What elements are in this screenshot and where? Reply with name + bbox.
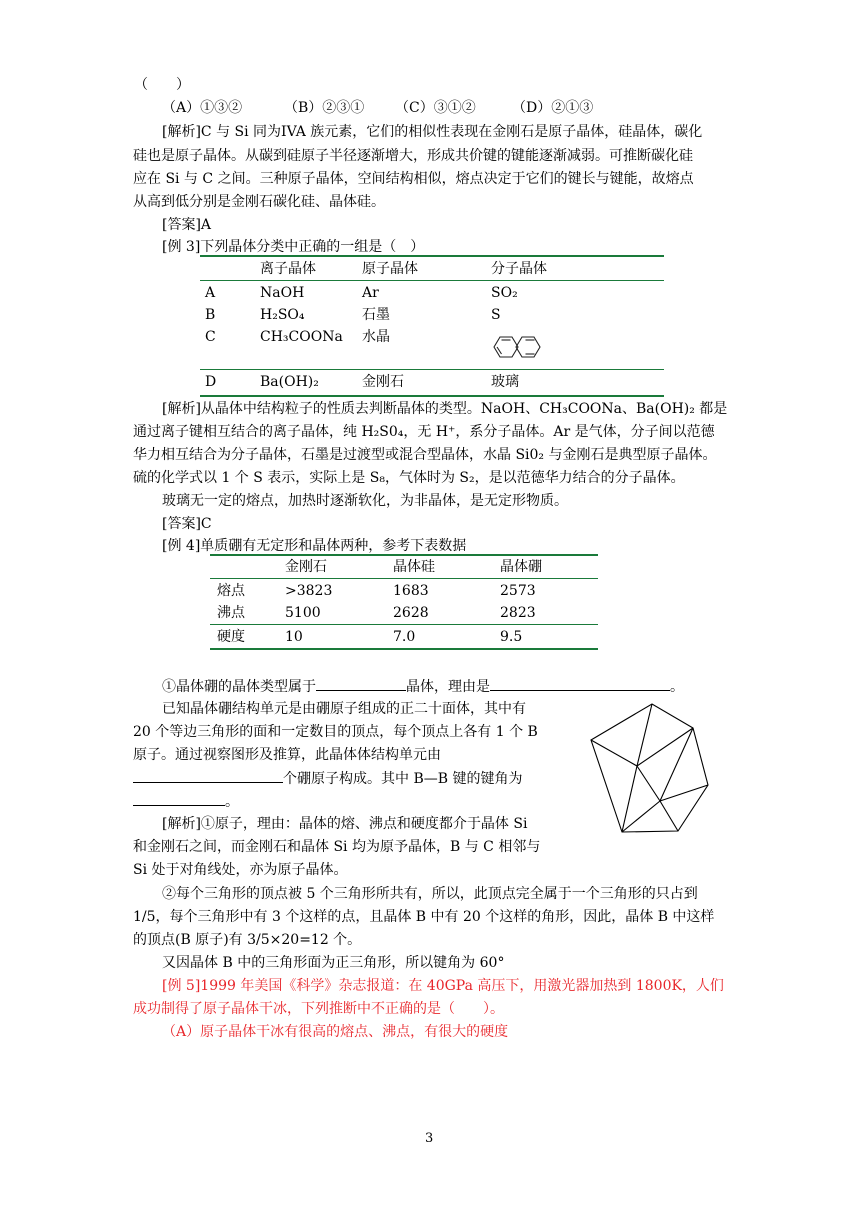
option-d: （D）②①③ bbox=[512, 100, 594, 116]
ex3-header-ionic: 离子晶体 bbox=[260, 261, 316, 277]
ex4-q2-line: 已知晶体硼结构单元是由硼原子组成的正二十面体，其中有 bbox=[162, 701, 526, 717]
ex4-q2-text: 个硼原子构成。其中 B—B 键的键角为 bbox=[283, 771, 523, 787]
ex3-header-atomic: 原子晶体 bbox=[362, 261, 418, 277]
ex3-cell-atomic: 水晶 bbox=[362, 329, 390, 345]
ex5-option-a: （A）原子晶体干冰有很高的熔点、沸点，有很大的硬度 bbox=[162, 1024, 509, 1040]
ex4-cell: 5100 bbox=[285, 605, 321, 621]
ex2-analysis-line: 应在 Si 与 C 之间。三种原子晶体，空间结构相似，熔点决定于它们的键长与键能，故熔点 bbox=[133, 171, 694, 187]
ex4-cell: 2573 bbox=[500, 583, 536, 599]
ex4-table-mid-rule bbox=[210, 624, 598, 625]
ex4-analysis-line: [解析]①原子，理由：晶体的熔、沸点和硬度都介于晶体 Si bbox=[162, 816, 528, 832]
ex3-row-label: B bbox=[205, 307, 216, 323]
answer-paren: （ ） bbox=[134, 77, 190, 93]
ex4-q1-blank-type[interactable] bbox=[316, 676, 406, 691]
ex4-q2-line bbox=[133, 791, 239, 812]
ex4-q1-blank-reason[interactable] bbox=[490, 676, 670, 691]
ex3-analysis-line: 玻璃无一定的熔点，加热时逐渐软化，为非晶体，是无定形物质。 bbox=[162, 493, 568, 509]
ex3-cell-atomic: 石墨 bbox=[362, 307, 390, 323]
ex3-table-mid-rule bbox=[200, 369, 664, 370]
ex4-analysis-line: 的顶点(B 原子)有 3/5×20=12 个。 bbox=[133, 932, 362, 948]
ex3-question: [例 3]下列晶体分类中正确的一组是（ ） bbox=[162, 239, 425, 255]
ex3-cell-ionic: H₂SO₄ bbox=[260, 307, 305, 323]
ex3-header-molecular: 分子晶体 bbox=[491, 261, 547, 277]
ex4-cell: 2823 bbox=[500, 605, 536, 621]
ex4-cell: 9.5 bbox=[500, 629, 523, 645]
ex2-answer: [答案]A bbox=[162, 217, 212, 233]
ex4-analysis-line: ②每个三角形的顶点被 5 个三角形所共有，所以，此顶点完全属于一个三角形的只占到 bbox=[162, 886, 698, 902]
ex4-question: [例 4]单质硼有无定形和晶体两种，参考下表数据 bbox=[162, 538, 467, 554]
ex3-analysis-line: 通过离子键相互结合的离子晶体，纯 H₂S0₄，无 H⁺，系分子晶体。Ar 是气体，分子间以范德 bbox=[133, 424, 715, 440]
ex4-row-label: 熔点 bbox=[217, 583, 245, 599]
ex3-table-header-rule bbox=[200, 280, 664, 281]
ex4-q2-blank-count[interactable] bbox=[133, 768, 283, 783]
ex4-q2-line: 原子。通过视察图形及推算，此晶体体结构单元由 bbox=[133, 747, 441, 763]
ex4-q1-text: 晶体，理由是 bbox=[406, 679, 490, 695]
ex4-q2-text: 。 bbox=[225, 794, 239, 810]
ex3-cell-molecular: 玻璃 bbox=[491, 374, 519, 390]
ex4-cell: >3823 bbox=[285, 583, 333, 599]
ex3-cell-ionic: NaOH bbox=[260, 285, 305, 301]
ex4-row-label: 硬度 bbox=[217, 629, 245, 645]
ex4-q1 bbox=[162, 676, 684, 697]
option-b: （B）②③① bbox=[284, 100, 365, 116]
ex4-cell: 2628 bbox=[393, 605, 429, 621]
ex3-answer: [答案]C bbox=[162, 516, 212, 532]
ex3-analysis-line: [解析]从晶体中结构粒子的性质去判断晶体的类型。NaOH、CH₃COONa、Ba(OH)₂ 都是 bbox=[162, 401, 728, 417]
ex3-row-label: D bbox=[205, 374, 217, 390]
ex3-analysis-line: 华力相互结合为分子晶体，石墨是过渡型或混合型晶体，水晶 Si0₂ 与金刚石是典型原子晶体。 bbox=[133, 447, 717, 463]
option-a: （A）①③② bbox=[162, 100, 243, 116]
ex4-header: 金刚石 bbox=[285, 559, 327, 575]
ex2-analysis-line: [解析]C 与 Si 同为IVA 族元素，它们的相似性表现在金刚石是原子晶体，硅晶体，碳化 bbox=[162, 124, 703, 140]
option-c: （C）③①② bbox=[395, 100, 476, 116]
ex4-analysis-line: 1/5，每个三角形中有 3 个这样的点，且晶体 B 中有 20 个这样的角形，因此，晶体 B 中这样 bbox=[133, 909, 715, 925]
ex3-row-label: C bbox=[205, 329, 216, 345]
ex3-cell-atomic: Ar bbox=[362, 285, 379, 301]
ex4-q2-line bbox=[133, 768, 522, 789]
page-number: 3 bbox=[425, 1131, 434, 1146]
ex4-table-bottom-rule bbox=[210, 648, 598, 650]
ex3-cell-molecular: SO₂ bbox=[491, 285, 518, 301]
ex4-q2-line: 20 个等边三角形的面和一定数目的顶点，每个顶点上各有 1 个 B bbox=[133, 724, 538, 740]
icosahedron-figure bbox=[588, 700, 718, 840]
ex4-analysis-line: 又因晶体 B 中的三角形面为正三角形，所以键角为 60° bbox=[162, 955, 505, 971]
ex4-q1-text: ①晶体硼的晶体类型属于 bbox=[162, 679, 316, 695]
ex3-cell-atomic: 金刚石 bbox=[362, 374, 404, 390]
ex3-cell-ionic: Ba(OH)₂ bbox=[260, 374, 319, 390]
ex2-analysis-line: 从高到低分别是金刚石碳化硅、晶体硅。 bbox=[133, 194, 385, 210]
naphthalene-structure-icon bbox=[490, 332, 542, 362]
ex4-analysis-line: 和金刚石之间，而金刚石和晶体 Si 均为原予晶体，B 与 C 相邻与 bbox=[133, 839, 541, 855]
ex3-cell-molecular: S bbox=[491, 307, 501, 323]
ex4-header: 晶体硅 bbox=[393, 559, 435, 575]
ex4-cell: 1683 bbox=[393, 583, 429, 599]
ex4-table-header-rule bbox=[210, 578, 598, 579]
ex5-line: [例 5]1999 年美国《科学》杂志报道：在 40GPa 高压下，用激光器加热到 1800K，人们 bbox=[162, 978, 724, 994]
ex4-q1-text: 。 bbox=[670, 679, 684, 695]
ex4-analysis-line: Si 处于对角线处，亦为原子晶体。 bbox=[133, 862, 348, 878]
ex3-cell-ionic: CH₃COONa bbox=[260, 329, 343, 345]
ex4-header: 晶体硼 bbox=[500, 559, 542, 575]
ex4-q2-blank-angle[interactable] bbox=[133, 791, 225, 806]
ex4-row-label: 沸点 bbox=[217, 605, 245, 621]
ex3-row-label: A bbox=[205, 285, 216, 301]
ex4-table-top-rule bbox=[210, 554, 598, 556]
ex3-table-top-rule bbox=[200, 255, 664, 257]
ex4-cell: 10 bbox=[285, 629, 303, 645]
ex4-cell: 7.0 bbox=[393, 629, 416, 645]
ex3-analysis-line: 硫的化学式以 1 个 S 表示，实际上是 S₈，气体时为 S₂，是以范德华力结合的分子晶体。 bbox=[133, 470, 685, 486]
ex5-line: 成功制得了原子晶体干冰，下列推断中不正确的是（ ）。 bbox=[133, 1001, 504, 1017]
ex2-analysis-line: 硅也是原子晶体。从碳到硅原子半径逐渐增大，形成共价键的键能逐渐减弱。可推断碳化硅 bbox=[133, 148, 693, 164]
ex3-table-bottom-rule bbox=[200, 395, 664, 397]
